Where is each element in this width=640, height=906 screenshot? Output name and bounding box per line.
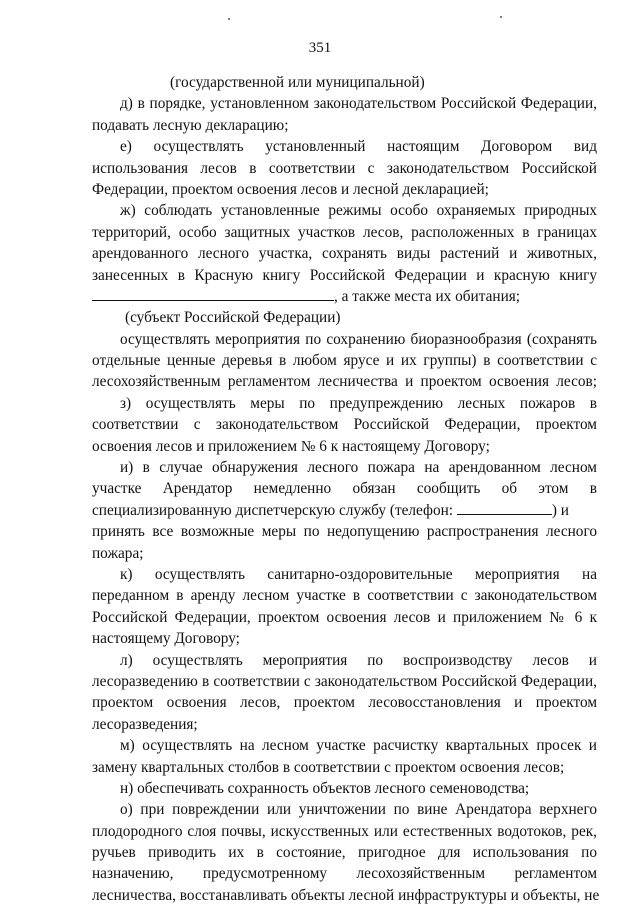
text-fragment: ) и — [551, 501, 569, 519]
text-line: участке Арендатор немедленно обязан сообщить об этом в — [92, 480, 597, 498]
text-line: ж) соблюдать установленные режимы особо охраняемых природных — [120, 202, 597, 220]
text-line: отдельные ценные деревья в любом ярусе и их группы) в соответствии с — [92, 352, 597, 370]
blank-field-phone — [457, 500, 552, 515]
text-line: (государственной или муниципальной) — [170, 74, 425, 91]
text-line: Российской Федерации, проектом освоения лесов и приложением № 6 к — [92, 608, 597, 626]
text-line: лесоразведения; — [92, 715, 198, 733]
text-line: подавать лесную декларацию; — [92, 116, 289, 134]
text-line — [92, 286, 597, 307]
text-line: лесоразведению в соответствии с законодательством Российской Федерации, — [92, 672, 597, 690]
text-line: использования лесов в соответствии с законодательством Российской — [92, 159, 597, 177]
text-line: пожара; — [92, 544, 144, 562]
text-line: соответствии с законодательством Российской Федерации, проектом — [92, 416, 597, 434]
text-line: настоящему Договору; — [92, 630, 240, 648]
text-line: (субъект Российской Федерации) — [125, 309, 341, 327]
text-line: занесенных в Красную книгу Российской Федерации и красную книгу — [92, 266, 597, 284]
text-line: освоения лесов и приложением № 6 к настоящему Договору; — [92, 437, 490, 455]
text-line: замену квартальных столбов в соответствии с проектом освоения лесов; — [92, 758, 565, 776]
text-line: проектом освоения лесов, проектом лесовосстановления и проектом — [92, 694, 597, 712]
text-line: осуществлять мероприятия по сохранению биоразнообразия (сохранять — [120, 330, 597, 348]
blank-field-subject — [92, 286, 334, 301]
text-line: ручьев приводить их в состояние, пригодное для использования по — [92, 844, 597, 862]
text-line — [92, 500, 597, 521]
text-line: лесохозяйственным регламентом лесничества и проектом освоения лесов; — [92, 373, 597, 391]
page-number: 351 — [308, 40, 332, 56]
text-line: переданном в аренду лесном участке в соответствии с законодательством — [92, 587, 597, 605]
text-line: лесничества, восстанавливать объекты лесной инфраструктуры и объекты, не — [92, 886, 600, 904]
text-line: е) осуществлять установленный настоящим Договором вид — [120, 138, 597, 156]
text-line: м) осуществлять на лесном участке расчистку квартальных просек и — [120, 737, 597, 755]
text-line: арендованного лесного участка, сохранять виды растений и животных, — [92, 245, 597, 263]
text-line: принять все возможные меры по недопущению распространения лесного — [92, 523, 597, 541]
scan-speck — [228, 18, 230, 20]
text-line: Федерации, проектом освоения лесов и лесной декларацией; — [92, 180, 489, 198]
text-line: д) в порядке, установленном законодательством Российской Федерации, — [120, 95, 597, 113]
text-line: о) при повреждении или уничтожении по вине Арендатора верхнего — [120, 801, 597, 819]
scan-speck — [500, 16, 502, 18]
text-line: назначению, предусмотренному лесохозяйственным регламентом — [92, 865, 597, 883]
text-line: з) осуществлять меры по предупреждению лесных пожаров в — [120, 394, 597, 412]
document-body — [92, 72, 600, 906]
text-line: л) осуществлять мероприятия по воспроизводству лесов и — [120, 651, 597, 669]
text-line: н) обеспечивать сохранность объектов лесного семеноводства; — [120, 779, 530, 797]
text-line: и) в случае обнаружения лесного пожара на арендованном лесном — [120, 459, 597, 477]
text-line: к) осуществлять санитарно-оздоровительные мероприятия на — [120, 565, 597, 583]
text-fragment: специализированную диспетчерскую службу (телефон: — [92, 501, 454, 519]
text-line: плодородного слоя почвы, искусственных или естественных водотоков, рек, — [92, 822, 597, 840]
text-line: территорий, особо защитных участков лесов, расположенных в границах — [92, 223, 597, 241]
text-fragment: , а также места их обитания; — [334, 287, 521, 305]
